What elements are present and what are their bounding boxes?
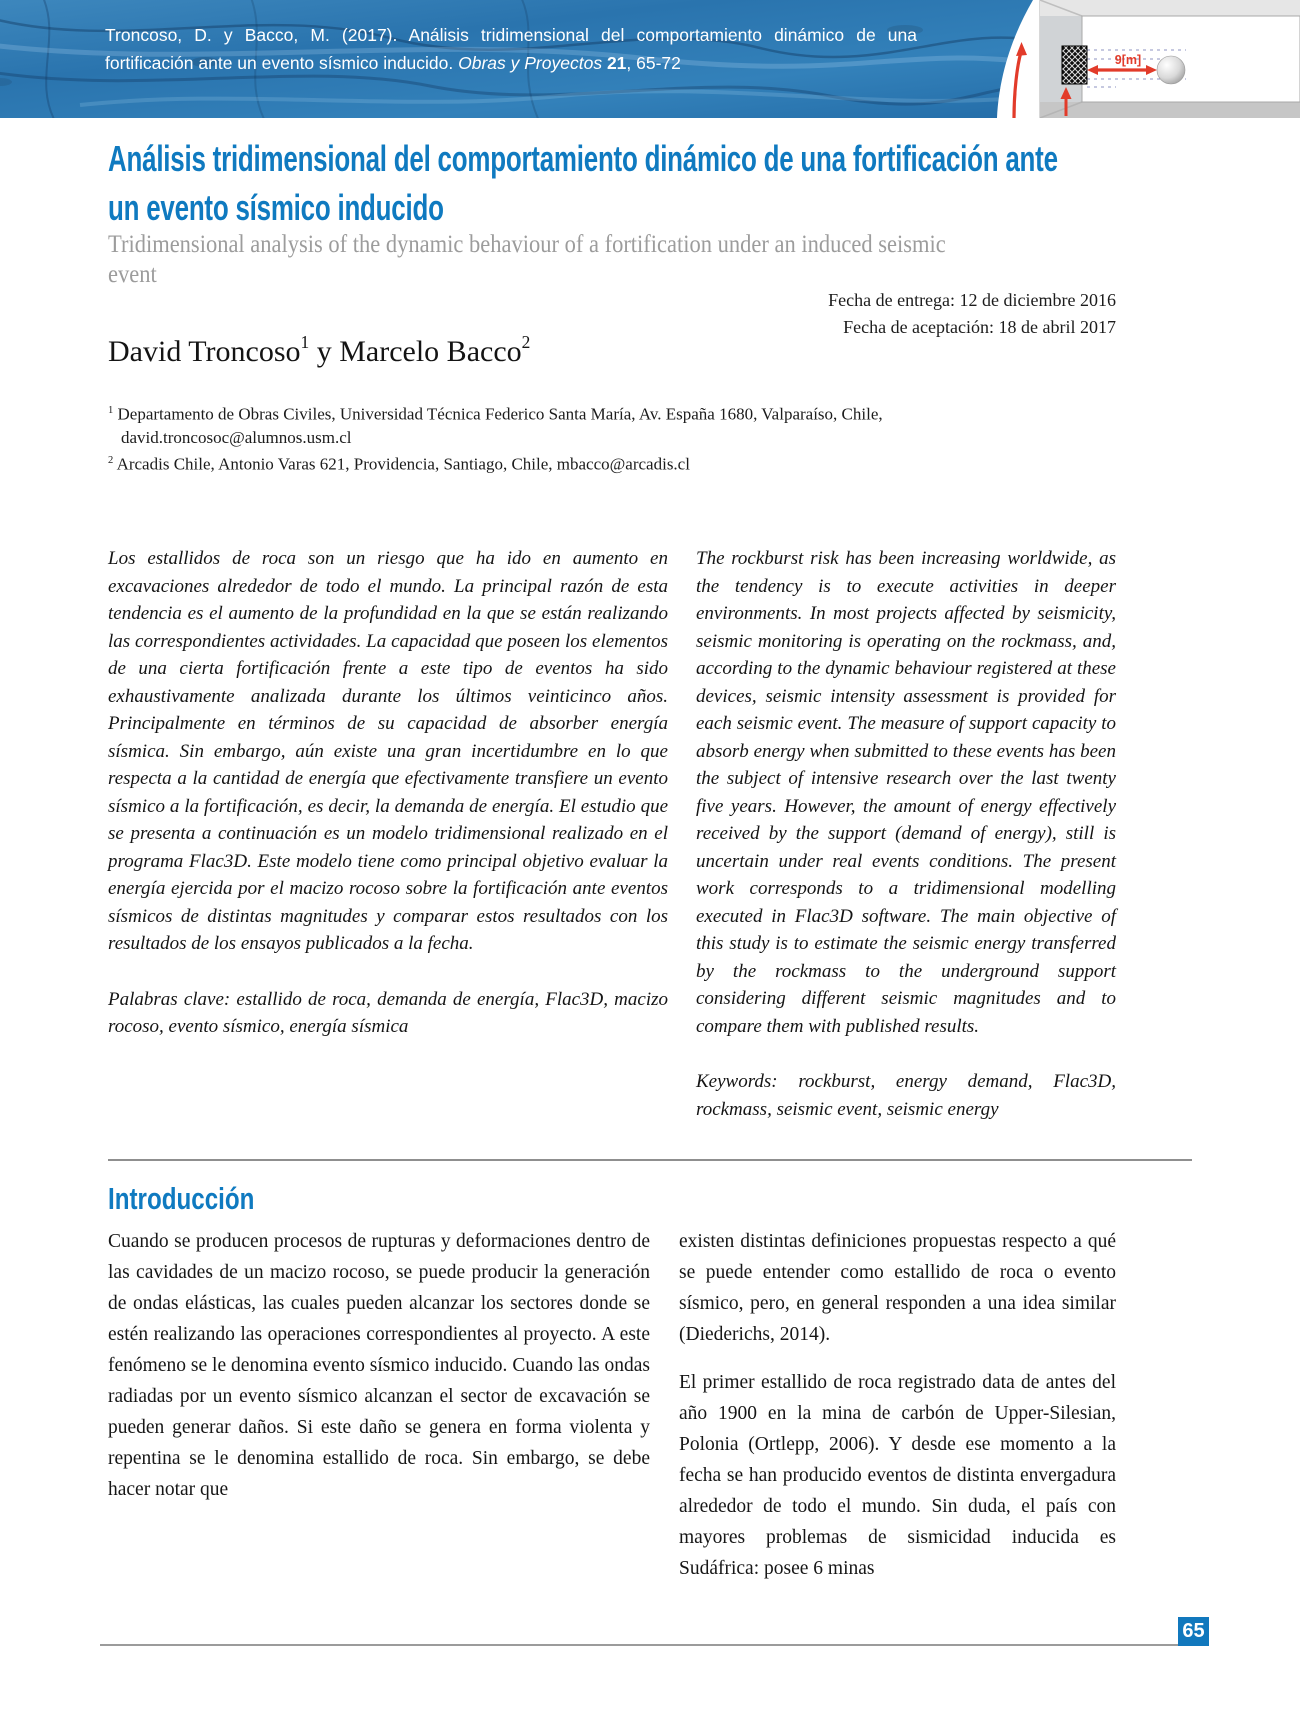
affiliation-2-text: Arcadis Chile, Antonio Varas 621, Providencia, Santiago, Chile, mbacco@arcadis.cl xyxy=(113,454,690,474)
introduction-heading xyxy=(108,1180,1116,1218)
seismic-source-sphere xyxy=(1157,56,1185,84)
citation-line2 xyxy=(105,49,917,77)
citation-line2-text: fortificación ante un evento sísmico inducido. xyxy=(105,53,459,73)
affiliations xyxy=(108,399,1116,475)
page-number-badge: 65 xyxy=(1178,1617,1209,1646)
gap-up-arrow xyxy=(1014,42,1027,118)
introduction-body xyxy=(108,1226,1116,1584)
affiliation-2 xyxy=(108,449,1116,476)
abstract-english: The rockburst risk has been increasing worldwide, as the tendency is to execute activities in deeper environments. In most projects affected by seismicity, seismic monitoring is operating on the rockmass, and, according to the dynamic behaviour registered at these devices, seismic intensity assessment is provided for each seismic event. The measure of support capacity to absorb energy when submitted to these events has been the subject of intensive research over the last twenty five years. However, the amount of energy effectively received by the support (demand of energy), still is uncertain under real events conditions. The present work corresponds to a tridimensional modelling executed in Flac3D software. The main objective of this study is to estimate the seismic energy transferred by the rockmass to the underground support considering different seismic magnitudes and to compare them with published results. xyxy=(696,548,1116,1037)
author-2-affiliation-marker: 2 xyxy=(521,332,531,352)
article-title-spanish xyxy=(108,134,1116,232)
distance-label: 9[m] xyxy=(1114,53,1142,67)
citation xyxy=(105,21,917,77)
author-1: David Troncoso xyxy=(108,335,301,368)
tunnel-frame-illustration xyxy=(1036,0,1300,118)
citation-journal: Obras y Proyectos xyxy=(458,53,603,73)
footer-rule xyxy=(100,1644,1178,1646)
keywords-english: Keywords: rockburst, energy demand, Flac3D, rockmass, seismic event, seismic energy xyxy=(696,1071,1116,1120)
citation-volume: 21 xyxy=(602,53,627,73)
authors-line xyxy=(108,334,1116,369)
introduction-right-paragraph-2: El primer estallido de roca registrado data de antes del año 1900 en la mina de carbón de Upper-Silesian, Polonia (Ortlepp, 2006). Y desde ese momento a la fecha se han producido eventos de distinta envergadura alrededor de todo el mundo. Sin duda, el país con mayores problemas de sismicidad inducida es Sudáfrica: posee 6 minas xyxy=(679,1372,1116,1579)
introduction-heading-text: Introducción xyxy=(108,1181,255,1216)
title-es-line2: un evento sísmico inducido xyxy=(108,187,444,228)
introduction-right-paragraph-1: existen distintas definiciones propuestas respecto a qué se puede entender como estallido de roca o evento sísmico, pero, en general responden a una idea similar (Diederichs, 2014). xyxy=(679,1231,1116,1345)
affiliation-1-text: Departamento de Obras Civiles, Universidad Técnica Federico Santa María, Av. España 1680, Valparaíso, Chile, xyxy=(113,404,883,424)
introduction-right-column xyxy=(679,1226,1116,1584)
support-mesh xyxy=(1062,46,1087,84)
author-1-affiliation-marker: 1 xyxy=(300,332,310,352)
abstract-spanish: Los estallidos de roca son un riesgo que ha ido en aumento en excavaciones alrededor de todo el mundo. La principal razón de esta tendencia es el aumento de la profundidad en la que se están realizando las correspondientes actividades. La capacidad que poseen los elementos de una cierta fortificación frente a este tipo de eventos ha sido exhaustivamente analizada durante los últimos veinticinco años. Principalmente en términos de su capacidad de absorber energía sísmica. Sin embargo, aún existe una gran incertidumbre en lo que respecta a la cantidad de energía que efectivamente transfiere un evento sísmico a la fortificación, es decir, la demanda de energía. El estudio que se presenta a continuación es un modelo tridimensional realizado en el programa Flac3D. Este modelo tiene como principal objetivo evaluar la energía ejercida por el macizo rocoso sobre la fortificación ante eventos sísmicos de distintas magnitudes y comparar estos resultados con los resultados de los ensayos publicados a la fecha. xyxy=(108,548,668,954)
affiliation-1-email: david.troncosoc@alumnos.usm.cl xyxy=(121,427,352,447)
manuscript-dates xyxy=(108,287,1116,341)
date-received: Fecha de entrega: 12 de diciembre 2016 xyxy=(828,290,1116,310)
page-header-band xyxy=(0,0,1300,118)
model-diagram-image xyxy=(1036,0,1300,118)
abstract-spanish-column xyxy=(108,545,668,1123)
introduction-left-paragraph: Cuando se producen procesos de rupturas y deformaciones dentro de las cavidades de un macizo rocoso, se puede producir la generación de ondas elásticas, las cuales pueden alcanzar los sectores donde se estén realizando las operaciones correspondientes al proyecto. A este fenómeno se le denomina evento sísmico inducido. Cuando las ondas radiadas por un evento sísmico alcanzan el sector de excavación se pueden generar daños. Si este daño se genera en forma violenta y repentina se le denomina estallido de roca. Sin embargo, se debe hacer notar que xyxy=(108,1231,650,1500)
title-es-line1: Análisis tridimensional del comportamiento dinámico de una fortificación ante xyxy=(108,138,1058,179)
abstract-section xyxy=(108,545,1116,1123)
affiliation-2-marker: 2 xyxy=(108,454,114,466)
article-title-english xyxy=(108,230,1116,290)
title-en-line1: Tridimensional analysis of the dynamic behaviour of a fortification under an induced seismic xyxy=(108,231,946,258)
affiliation-1-marker: 1 xyxy=(108,405,114,416)
author-2: Marcelo Bacco xyxy=(339,335,522,368)
citation-line1: Troncoso, D. y Bacco, M. (2017). Análisis tridimensional del comportamiento dinámico de una xyxy=(105,25,917,45)
authors-connector: y xyxy=(309,335,340,368)
introduction-left-column xyxy=(108,1226,650,1584)
abstract-english-column xyxy=(696,545,1116,1123)
section-divider-rule xyxy=(108,1159,1192,1161)
citation-pages: , 65-72 xyxy=(626,53,681,73)
title-en-line2: event xyxy=(108,261,157,288)
keywords-spanish: Palabras clave: estallido de roca, demanda de energía, Flac3D, macizo rocoso, evento sísmico, energía sísmica xyxy=(108,988,668,1037)
date-accepted: Fecha de aceptación: 18 de abril 2017 xyxy=(843,317,1116,337)
affiliation-1 xyxy=(108,399,1116,449)
